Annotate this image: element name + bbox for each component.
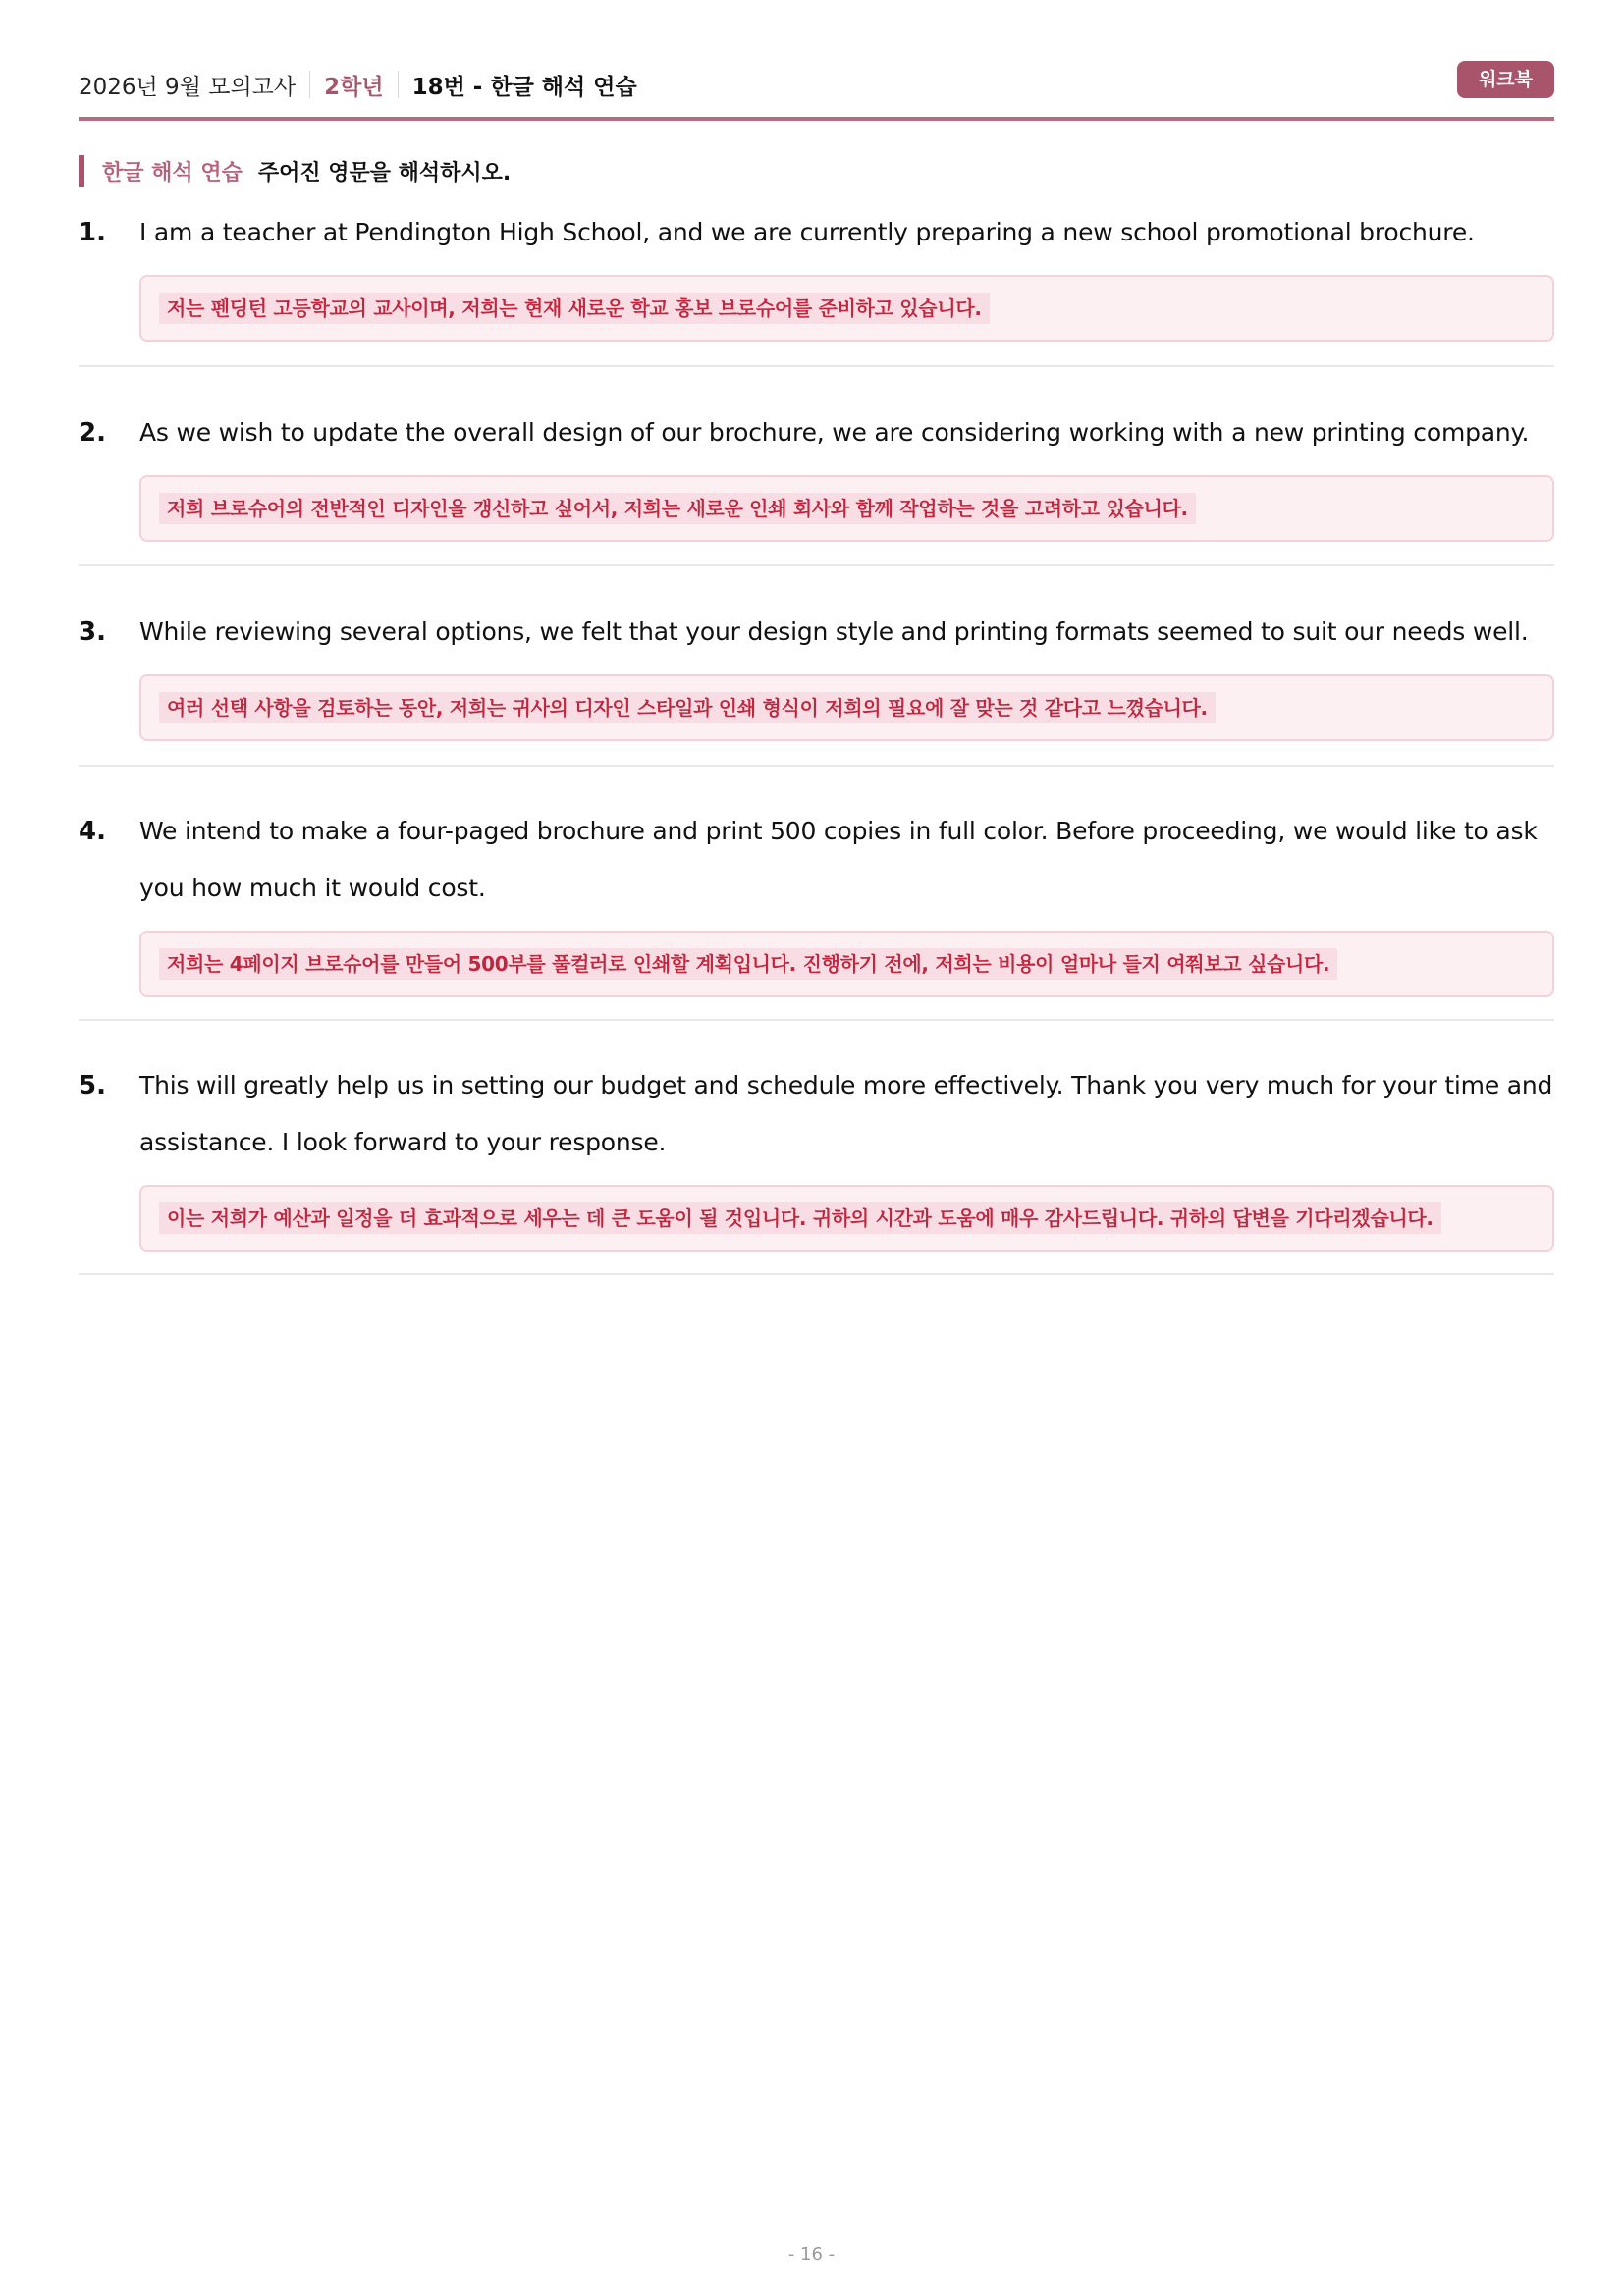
header-separator	[309, 71, 310, 98]
korean-translation: 저희 브로슈어의 전반적인 디자인을 갱신하고 싶어서, 저희는 새로운 인쇄 회사와 함께 작업하는 것을 고려하고 있습니다.	[159, 493, 1196, 524]
exercise-item	[79, 604, 1554, 741]
item-divider	[79, 365, 1554, 367]
section-accent-bar	[79, 155, 84, 187]
item-number: 5.	[79, 1071, 106, 1100]
korean-translation: 저는 펜딩턴 고등학교의 교사이며, 저희는 현재 새로운 학교 홍보 브로슈어를 준비하고 있습니다.	[159, 293, 990, 324]
header-rule	[79, 117, 1554, 121]
english-sentence: I am a teacher at Pendington High School, and we are currently preparing a new school promotional brochure.	[139, 218, 1475, 246]
item-divider	[79, 1273, 1554, 1275]
grade-label: 2학년	[324, 74, 384, 100]
section-heading	[79, 155, 511, 187]
item-divider	[79, 1019, 1554, 1021]
korean-translation: 이는 저희가 예산과 일정을 더 효과적으로 세우는 데 큰 도움이 될 것입니다. 귀하의 시간과 도움에 매우 감사드립니다. 귀하의 답변을 기다리겠습니다.	[159, 1202, 1441, 1234]
header-separator	[398, 71, 399, 98]
item-divider	[79, 765, 1554, 767]
item-number: 3.	[79, 617, 106, 647]
english-sentence: This will greatly help us in setting our budget and schedule more effectively. Thank you very much for your time and assistance. I look forward to your response.	[139, 1071, 1553, 1156]
exercise-item	[79, 1057, 1554, 1252]
answer-box	[139, 1185, 1554, 1252]
korean-translation: 저희는 4페이지 브로슈어를 만들어 500부를 풀컬러로 인쇄할 계획입니다. 진행하기 전에, 저희는 비용이 얼마나 들지 여쭤보고 싶습니다.	[159, 948, 1337, 980]
item-number: 2.	[79, 418, 106, 448]
workbook-page	[79, 0, 1554, 2296]
section-tag: 한글 해석 연습	[102, 160, 243, 186]
korean-translation: 여러 선택 사항을 검토하는 동안, 저희는 귀사의 디자인 스타일과 인쇄 형식이 저희의 필요에 잘 맞는 것 같다고 느꼈습니다.	[159, 692, 1216, 723]
page-number: - 16 -	[787, 2244, 836, 2265]
exercise-item	[79, 803, 1554, 997]
item-number: 4.	[79, 817, 106, 846]
answer-box	[139, 931, 1554, 997]
page-title: 18번 - 한글 해석 연습	[411, 74, 637, 100]
english-sentence: We intend to make a four-paged brochure and print 500 copies in full color. Before proceeding, we would like to ask you how much it would cost.	[139, 817, 1538, 902]
item-number: 1.	[79, 218, 106, 247]
answer-box	[139, 674, 1554, 741]
page-header	[79, 61, 1554, 108]
answer-box	[139, 275, 1554, 342]
exercise-item	[79, 404, 1554, 542]
english-sentence: As we wish to update the overall design of our brochure, we are considering working with a new printing company.	[139, 418, 1530, 447]
exam-name: 2026년 9월 모의고사	[79, 74, 297, 100]
exercise-item	[79, 204, 1554, 342]
workbook-badge: 워크북	[1457, 61, 1554, 98]
answer-box	[139, 475, 1554, 542]
item-divider	[79, 564, 1554, 566]
english-sentence: While reviewing several options, we felt that your design style and printing formats seemed to suit our needs well.	[139, 617, 1529, 646]
section-instruction: 주어진 영문을 해석하시오.	[257, 160, 512, 186]
